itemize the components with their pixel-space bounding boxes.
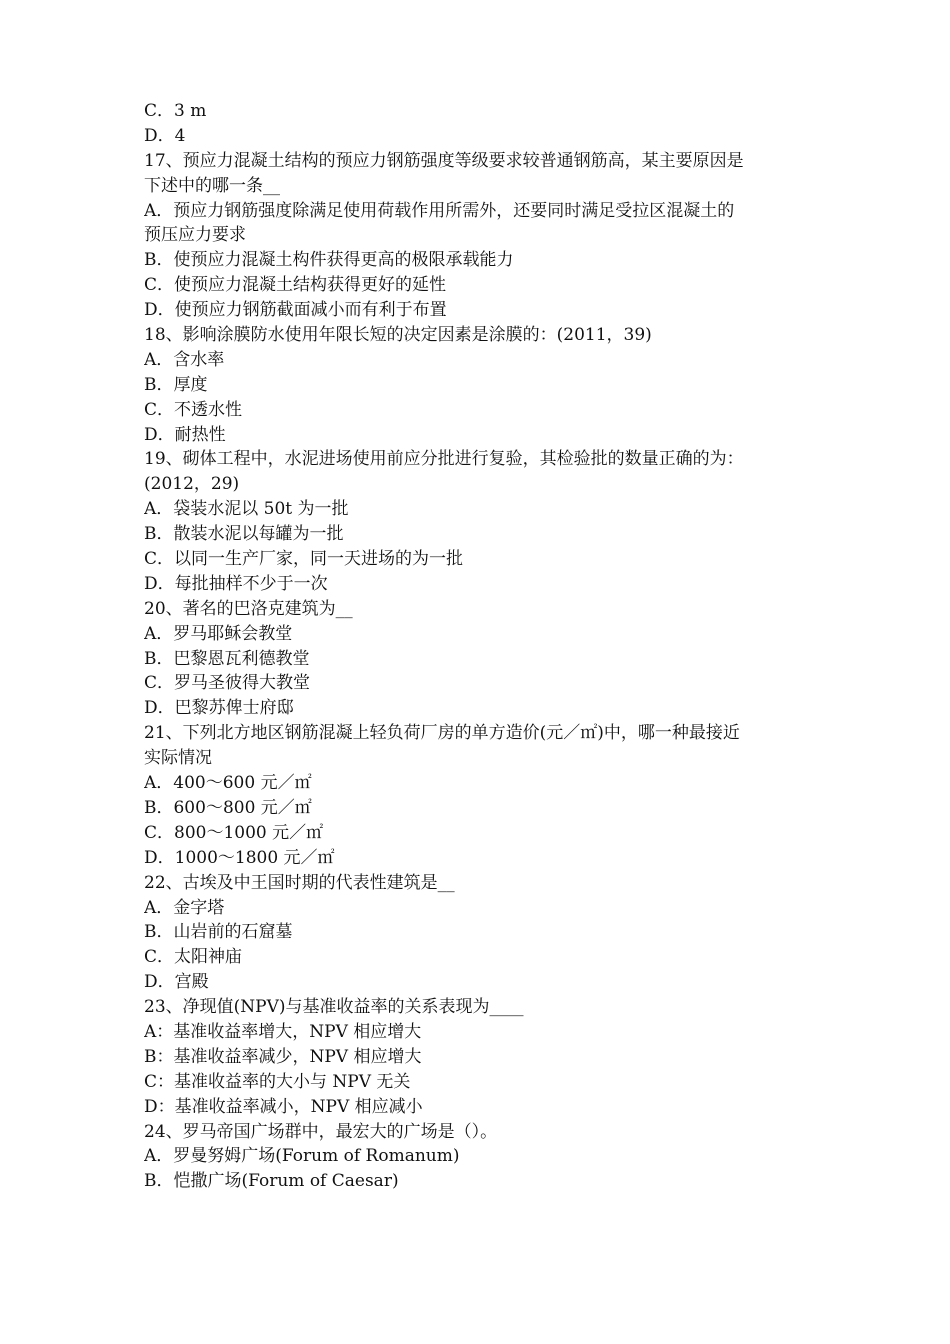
option-line: D．4 <box>144 125 186 146</box>
option-line: B：基准收益率减少，NPV 相应增大 <box>144 1046 422 1067</box>
option-line: C．不透水性 <box>144 399 243 420</box>
option-line: A．400～600 元／㎡ <box>144 773 312 794</box>
option-line: A．罗马耶稣会教堂 <box>144 623 293 644</box>
option-line: C：基准收益率的大小与 NPV 无关 <box>144 1071 411 1092</box>
option-line: B．恺撒广场(Forum of Caesar) <box>144 1171 399 1192</box>
option-line: D．耐热性 <box>144 424 226 445</box>
document-body <box>144 99 812 1194</box>
question-line: 17、预应力混凝土结构的预应力钢筋强度等级要求较普通钢筋高，某主要原因是 <box>144 150 744 171</box>
option-line: C．罗马圣彼得大教堂 <box>144 673 311 694</box>
option-line: C．3 m <box>144 101 207 121</box>
option-line: A．袋装水泥以 50t 为一批 <box>144 499 349 520</box>
question-line: 22、古埃及中王国时期的代表性建筑是__ <box>144 872 455 893</box>
option-line: D：基准收益率减小，NPV 相应减小 <box>144 1096 423 1117</box>
option-line: B．使预应力混凝土构件获得更高的极限承载能力 <box>144 250 514 271</box>
option-line: C．使预应力混凝土结构获得更好的延性 <box>144 275 447 296</box>
question-line: 19、砌体工程中，水泥进场使用前应分批进行复验，其检验批的数量正确的为： <box>144 449 744 470</box>
option-line: A．预应力钢筋强度除满足使用荷载作用所需外，还要同时满足受拉区混凝土的 <box>144 200 735 221</box>
option-line: B．山岩前的石窟墓 <box>144 922 293 943</box>
option-line: D．使预应力钢筋截面减小而有利于布置 <box>144 300 447 321</box>
option-line: C．太阳神庙 <box>144 947 243 968</box>
option-line: A．含水率 <box>144 349 225 370</box>
option-line: B．600～800 元／㎡ <box>144 797 312 818</box>
question-line: (2012，29) <box>144 474 240 495</box>
option-line: A．罗曼努姆广场(Forum of Romanum) <box>144 1146 460 1167</box>
question-line: 20、著名的巴洛克建筑为__ <box>144 598 353 619</box>
option-line: B．厚度 <box>144 374 208 395</box>
option-line: B．巴黎恩瓦利德教堂 <box>144 648 310 669</box>
question-line: 实际情况 <box>144 748 212 769</box>
option-line: A：基准收益率增大，NPV 相应增大 <box>144 1021 422 1042</box>
option-line: 预压应力要求 <box>144 225 246 246</box>
option-line: C．800～1000 元／㎡ <box>144 822 324 843</box>
option-line: D．1000～1800 元／㎡ <box>144 847 335 868</box>
question-line: 24、罗马帝国广场群中，最宏大的广场是（）。 <box>144 1121 498 1142</box>
option-line: A．金字塔 <box>144 897 225 918</box>
question-line: 18、影响涂膜防水使用年限长短的决定因素是涂膜的：(2011，39) <box>144 325 652 346</box>
question-line: 23、净现值(NPV)与基准收益率的关系表现为____ <box>144 997 524 1018</box>
option-line: C．以同一生产厂家，同一天进场的为一批 <box>144 549 464 570</box>
option-line: D．巴黎苏俾士府邸 <box>144 698 294 719</box>
question-line: 下述中的哪一条__ <box>144 175 280 196</box>
option-line: D．每批抽样不少于一次 <box>144 573 328 594</box>
question-line: 21、下列北方地区钢筋混凝上轻负荷厂房的单方造价(元／㎡)中，哪一种最接近 <box>144 723 740 744</box>
option-line: B．散装水泥以每罐为一批 <box>144 524 344 545</box>
option-line: D．宫殿 <box>144 972 209 993</box>
